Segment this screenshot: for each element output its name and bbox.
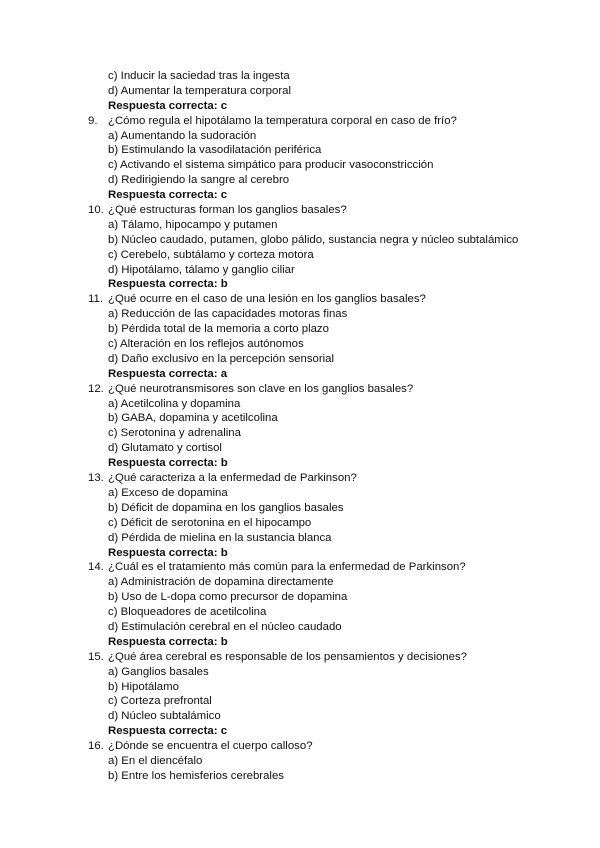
option-text: d) Redirigiendo la sangre al cerebro	[108, 174, 290, 187]
answer-value: c	[220, 725, 228, 738]
option-text: a) Reducción de las capacidades motoras finas	[108, 308, 348, 321]
question-number: 15.	[88, 650, 104, 663]
option-text: c) Serotonina y adrenalina	[108, 427, 241, 440]
option-text: c) Alteración en los reflejos autónomos	[108, 338, 304, 351]
option-text: a) Exceso de dopamina	[108, 486, 228, 499]
question-block	[88, 382, 518, 471]
question-number: 12.	[88, 382, 104, 395]
question-number: 13.	[88, 472, 104, 485]
option-text: a) Tálamo, hipocampo y putamen	[108, 218, 278, 231]
question-heading	[88, 114, 518, 129]
option-text: d) Daño exclusivo en la percepción sensorial	[108, 352, 335, 365]
answer-value: b	[220, 457, 228, 470]
answer-value: c	[220, 189, 228, 202]
question-heading	[88, 739, 518, 754]
option-text: a) Ganglios basales	[108, 665, 209, 678]
correct-answer	[88, 188, 518, 203]
option-text: c) Corteza prefrontal	[108, 695, 212, 708]
answer-value: b	[220, 546, 228, 559]
option-text: a) Acetilcolina y dopamina	[108, 397, 241, 410]
question-heading	[88, 471, 518, 486]
questions-container	[88, 114, 518, 784]
option-text: b) Estimulando la vasodilatación periférica	[108, 144, 322, 157]
option-text: d) Núcleo subtalámico	[108, 710, 221, 723]
answer-label: Respuesta correcta:	[108, 99, 218, 112]
option-text: c) Déficit de serotonina en el hipocampo	[108, 516, 312, 529]
question-block	[88, 203, 518, 292]
option-text: c) Cerebelo, subtálamo y corteza motora	[108, 248, 314, 261]
intro-block	[88, 69, 518, 114]
correct-answer	[88, 277, 518, 292]
correct-answer	[88, 635, 518, 650]
option-text: c) Activando el sistema simpático para producir vasoconstricción	[108, 159, 434, 172]
question-block	[88, 114, 518, 203]
question-text: ¿Dónde se encuentra el cuerpo calloso?	[108, 740, 313, 753]
answer-value: c	[220, 99, 228, 112]
option-text: d) Aumentar la temperatura corporal	[108, 84, 291, 97]
option-text: b) Pérdida total de la memoria a corto plazo	[108, 323, 329, 336]
question-text: ¿Qué neurotransmisores son clave en los ganglios basales?	[108, 382, 414, 395]
option-text: a) En el diencéfalo	[108, 754, 203, 767]
answer-value: a	[220, 367, 228, 380]
question-heading	[88, 560, 518, 575]
answer-label: Respuesta correcta:	[108, 546, 218, 559]
question-block	[88, 292, 518, 381]
answer-label: Respuesta correcta:	[108, 278, 218, 291]
option-text: b) Hipotálamo	[108, 680, 179, 693]
correct-answer	[88, 99, 518, 114]
answer-label: Respuesta correcta:	[108, 725, 218, 738]
option-text: c) Bloqueadores de acetilcolina	[108, 606, 267, 619]
question-block	[88, 471, 518, 560]
question-text: ¿Qué estructuras forman los ganglios basales?	[108, 204, 347, 217]
option-text: b) Déficit de dopamina en los ganglios basales	[108, 501, 344, 514]
question-block	[88, 560, 518, 649]
question-heading	[88, 292, 518, 307]
answer-label: Respuesta correcta:	[108, 367, 218, 380]
question-text: ¿Cuál es el tratamiento más común para la enfermedad de Parkinson?	[108, 561, 466, 574]
question-number: 9.	[88, 114, 98, 127]
answer-label: Respuesta correcta:	[108, 457, 218, 470]
option-text: d) Estimulación cerebral en el núcleo caudado	[108, 620, 342, 633]
question-text: ¿Qué área cerebral es responsable de los pensamientos y decisiones?	[108, 650, 468, 663]
answer-value: b	[220, 635, 228, 648]
question-number: 14.	[88, 561, 104, 574]
option-text: d) Pérdida de mielina en la sustancia blanca	[108, 531, 332, 544]
answer-label: Respuesta correcta:	[108, 189, 218, 202]
question-text: ¿Qué caracteriza a la enfermedad de Parkinson?	[108, 472, 357, 485]
option-text: d) Glutamato y cortisol	[108, 442, 222, 455]
option-text: b) Uso de L-dopa como precursor de dopamina	[108, 591, 348, 604]
option-text: b) GABA, dopamina y acetilcolina	[108, 412, 278, 425]
option-text: d) Hipotálamo, tálamo y ganglio ciliar	[108, 263, 295, 276]
question-text: ¿Cómo regula el hipotálamo la temperatura corporal en caso de frío?	[108, 114, 457, 127]
question-list	[88, 69, 518, 784]
option-text: a) Aumentando la sudoración	[108, 129, 257, 142]
correct-answer	[88, 546, 518, 561]
correct-answer	[88, 456, 518, 471]
question-number: 16.	[88, 740, 104, 753]
question-heading	[88, 203, 518, 218]
option-text: b) Entre los hemisferios cerebrales	[108, 769, 284, 782]
correct-answer	[88, 724, 518, 739]
question-text: ¿Qué ocurre en el caso de una lesión en los ganglios basales?	[108, 293, 426, 306]
question-heading	[88, 382, 518, 397]
option-text: b) Núcleo caudado, putamen, globo pálido, sustancia negra y núcleo subtalámico	[108, 233, 519, 246]
question-number: 10.	[88, 204, 104, 217]
question-number: 11.	[88, 293, 103, 306]
option-text: c) Inducir la saciedad tras la ingesta	[108, 70, 290, 82]
answer-label: Respuesta correcta:	[108, 635, 218, 648]
question-block	[88, 650, 518, 739]
correct-answer	[88, 367, 518, 382]
question-block	[88, 739, 518, 784]
answer-value: b	[220, 278, 228, 291]
option-text: a) Administración de dopamina directamente	[108, 576, 334, 589]
question-heading	[88, 650, 518, 665]
